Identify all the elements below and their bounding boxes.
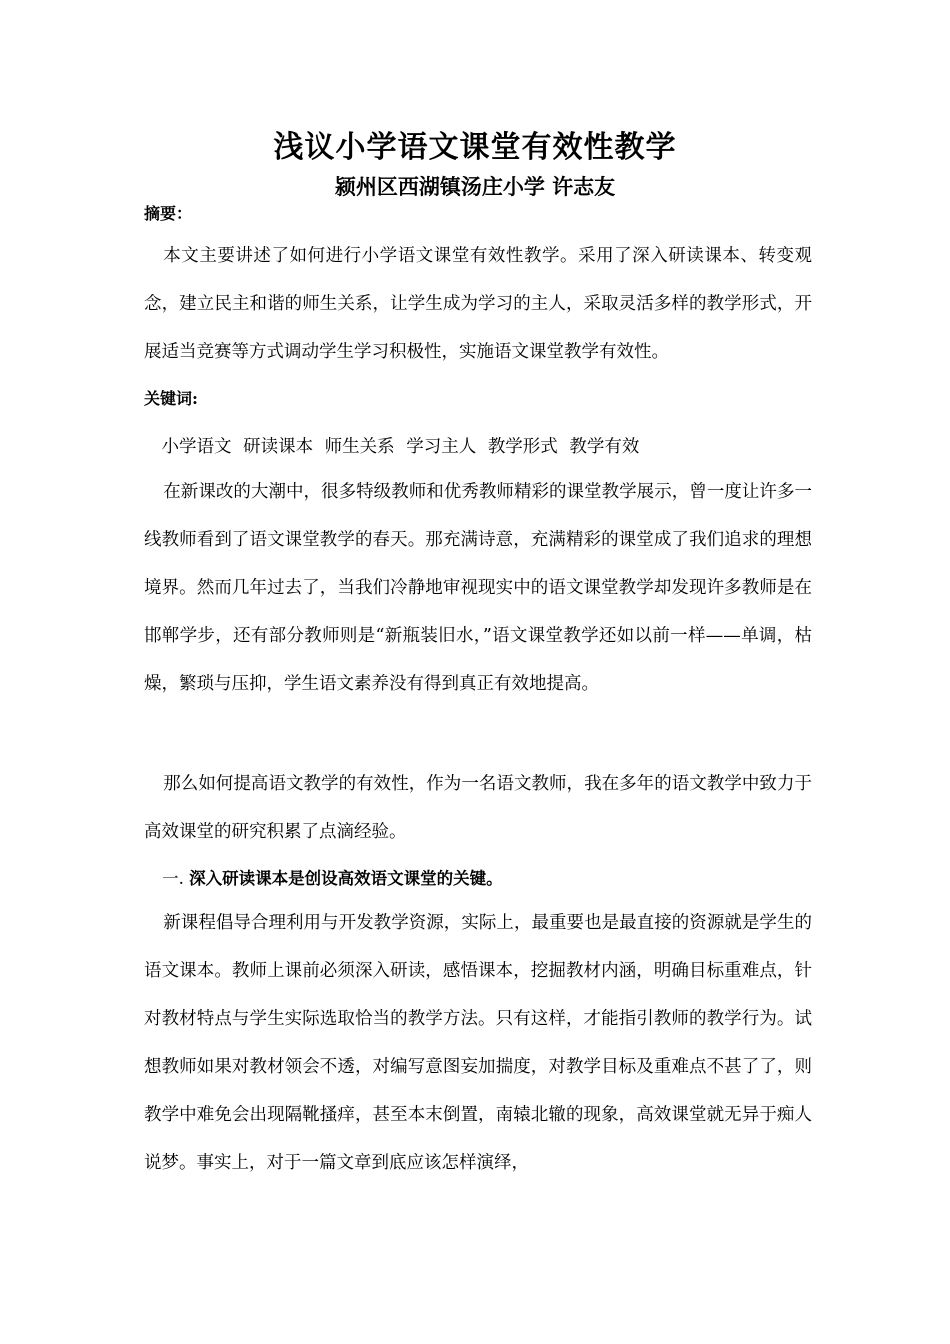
section-number: 一. (162, 869, 184, 888)
keyword: 师生关系 (324, 437, 395, 457)
body-paragraph: 新课程倡导合理利用与开发教学资源，实际上，最重要也是最直接的资源就是学生的语文课本。教师上课前必须深入研读，感悟课本，挖掘教材内涵，明确目标重难点，针对教材特点与学生实际选取恰当的教学方法。只有这样，才能指引教师的教学行为。试想教师如果对教材领会不透，对编写意图妄加揣度，对教学目标及重难点不甚了了，则教学中难免会出现隔靴搔痒，甚至本末倒置，南辕北辙的现象，高效课堂就无异于痴人说梦。事实上，对于一篇文章到底应该怎样演绎， (144, 913, 812, 1173)
body-paragraph: 在新课改的大潮中，很多特级教师和优秀教师精彩的课堂教学展示，曾一度让许多一线教师看到了语文课堂教学的春天。那充满诗意，充满精彩的课堂成了我们追求的理想境界。然而几年过去了，当我们冷静地审视现实中的语文课堂教学却发现许多教师是在邯郸学步，还有部分教师则是“新瓶装旧水，”语文课堂教学还如以前一样——单调，枯燥，繁琐与压抑，学生语文素养没有得到真正有效地提高。 (144, 482, 812, 694)
keyword: 教学形式 (487, 437, 558, 457)
body-paragraph: 那么如何提高语文教学的有效性，作为一名语文教师，我在多年的语文教学中致力于高效课堂的研究积累了点滴经验。 (144, 774, 812, 842)
abstract-label: 摘要： (144, 204, 193, 223)
section-heading-text: 深入研读课本是创设高效语文课堂的关键。 (189, 869, 503, 888)
keyword: 教学有效 (569, 437, 640, 457)
keyword: 研读课本 (243, 437, 314, 457)
document-title: 浅议小学语文课堂有效性教学 (273, 130, 677, 165)
keywords-label: 关键词: (144, 389, 198, 408)
keyword: 学习主人 (406, 437, 477, 457)
author-line: 颍州区西湖镇汤庄小学 许志友 (334, 174, 616, 199)
keywords-list (144, 432, 812, 462)
section-heading (144, 864, 812, 894)
abstract-text: 本文主要讲述了如何进行小学语文课堂有效性教学。采用了深入研读课本、转变观念，建立民主和谐的师生关系，让学生成为学习的主人，采取灵活多样的教学形式，开展适当竞赛等方式调动学生学习积极性，实施语文课堂教学有效性。 (144, 246, 812, 362)
keyword: 小学语文 (161, 437, 232, 457)
